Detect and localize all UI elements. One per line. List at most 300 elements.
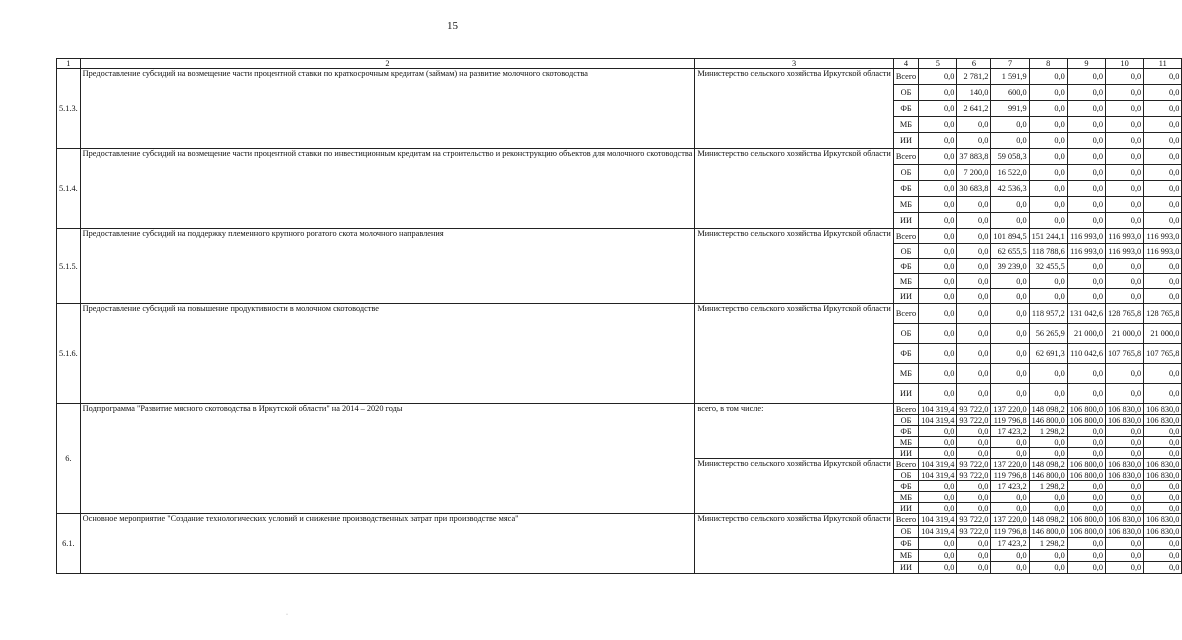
funding-source: МБ	[893, 197, 918, 213]
funding-source: ОБ	[893, 85, 918, 101]
amount-cell: 42 536,3	[991, 181, 1029, 197]
amount-cell: 106 800,0	[1067, 415, 1105, 426]
amount-cell: 0,0	[991, 274, 1029, 289]
amount-cell: 0,0	[1067, 133, 1105, 149]
amount-cell: 0,0	[919, 181, 957, 197]
amount-cell: 1 298,2	[1029, 426, 1067, 437]
funding-source: Всего	[893, 69, 918, 85]
table-body	[57, 59, 1182, 574]
amount-cell: 0,0	[1144, 562, 1182, 574]
amount-cell: 107 765,8	[1144, 344, 1182, 364]
funding-source: ФБ	[893, 481, 918, 492]
amount-cell: 0,0	[1105, 197, 1143, 213]
amount-cell: 0,0	[919, 448, 957, 459]
amount-cell: 106 830,0	[1144, 459, 1182, 470]
amount-cell: 119 796,8	[991, 415, 1029, 426]
amount-cell: 146 800,0	[1029, 470, 1067, 481]
amount-cell: 0,0	[919, 117, 957, 133]
section-name: Предоставление субсидий на поддержку племенного крупного рогатого скота молочного направления	[80, 229, 695, 304]
amount-cell: 0,0	[1105, 274, 1143, 289]
amount-cell: 0,0	[1144, 364, 1182, 384]
amount-cell: 0,0	[1105, 85, 1143, 101]
amount-cell: 0,0	[1029, 149, 1067, 165]
amount-cell: 101 894,5	[991, 229, 1029, 244]
amount-cell: 0,0	[1067, 149, 1105, 165]
amount-cell: 0,0	[1029, 562, 1067, 574]
amount-cell: 116 993,0	[1105, 229, 1143, 244]
amount-cell: 0,0	[991, 384, 1029, 404]
amount-cell: 0,0	[1067, 181, 1105, 197]
executor-cell: всего, в том числе:	[695, 404, 894, 459]
amount-cell: 0,0	[1144, 503, 1182, 514]
amount-cell: 0,0	[1144, 259, 1182, 274]
amount-cell: 0,0	[1029, 384, 1067, 404]
section-name: Предоставление субсидий на возмещение части процентной ставки по инвестиционным кредитам на строительство и реконструкцию объектов для молочного скотоводства	[80, 149, 695, 229]
amount-cell: 148 098,2	[1029, 514, 1067, 526]
amount-cell: 0,0	[991, 289, 1029, 304]
amount-cell: 137 220,0	[991, 459, 1029, 470]
amount-cell: 0,0	[1144, 117, 1182, 133]
page-number: 15	[447, 20, 458, 32]
executor-cell: Министерство сельского хозяйства Иркутской области	[695, 514, 894, 574]
amount-cell: 0,0	[1105, 448, 1143, 459]
amount-cell: 0,0	[957, 538, 991, 550]
amount-cell: 0,0	[957, 197, 991, 213]
amount-cell: 0,0	[957, 364, 991, 384]
amount-cell: 21 000,0	[1144, 324, 1182, 344]
amount-cell: 0,0	[1144, 550, 1182, 562]
amount-cell: 0,0	[1067, 448, 1105, 459]
column-number-row	[57, 59, 1182, 69]
amount-cell: 0,0	[919, 165, 957, 181]
amount-cell: 0,0	[957, 289, 991, 304]
amount-cell: 0,0	[957, 117, 991, 133]
funding-source: ИИ	[893, 133, 918, 149]
amount-cell: 0,0	[957, 550, 991, 562]
amount-cell: 17 423,2	[991, 538, 1029, 550]
amount-cell: 0,0	[1029, 492, 1067, 503]
amount-cell: 146 800,0	[1029, 415, 1067, 426]
funding-source: ИИ	[893, 289, 918, 304]
funding-source: МБ	[893, 117, 918, 133]
executor-cell: Министерство сельского хозяйства Иркутской области	[695, 69, 894, 149]
amount-cell: 104 319,4	[919, 514, 957, 526]
scan-mark: ·	[286, 612, 288, 618]
amount-cell: 106 830,0	[1105, 526, 1143, 538]
amount-cell: 0,0	[919, 244, 957, 259]
amount-cell: 0,0	[1144, 274, 1182, 289]
amount-cell: 16 522,0	[991, 165, 1029, 181]
amount-cell: 0,0	[1029, 503, 1067, 514]
amount-cell: 106 800,0	[1067, 404, 1105, 415]
amount-cell: 0,0	[1105, 384, 1143, 404]
funding-source: МБ	[893, 550, 918, 562]
amount-cell: 110 042,6	[1067, 344, 1105, 364]
amount-cell: 0,0	[1067, 117, 1105, 133]
section-code: 5.1.3.	[57, 69, 81, 149]
funding-source: Всего	[893, 404, 918, 415]
column-number: 8	[1029, 59, 1067, 69]
amount-cell: 0,0	[919, 229, 957, 244]
funding-source: ФБ	[893, 538, 918, 550]
amount-cell: 93 722,0	[957, 470, 991, 481]
amount-cell: 37 883,8	[957, 149, 991, 165]
amount-cell: 0,0	[1144, 181, 1182, 197]
amount-cell: 119 796,8	[991, 470, 1029, 481]
funding-source: ОБ	[893, 470, 918, 481]
funding-source: ФБ	[893, 181, 918, 197]
amount-cell: 1 298,2	[1029, 481, 1067, 492]
amount-cell: 0,0	[1029, 274, 1067, 289]
amount-cell: 0,0	[919, 437, 957, 448]
executor-cell: Министерство сельского хозяйства Иркутской области	[695, 304, 894, 404]
amount-cell: 0,0	[991, 133, 1029, 149]
amount-cell: 106 800,0	[1067, 514, 1105, 526]
amount-cell: 0,0	[919, 562, 957, 574]
amount-cell: 0,0	[991, 492, 1029, 503]
table-row	[57, 304, 1182, 324]
executor-cell: Министерство сельского хозяйства Иркутской области	[695, 149, 894, 229]
amount-cell: 104 319,4	[919, 404, 957, 415]
amount-cell: 0,0	[1144, 101, 1182, 117]
amount-cell: 146 800,0	[1029, 526, 1067, 538]
amount-cell: 0,0	[991, 503, 1029, 514]
amount-cell: 106 830,0	[1105, 404, 1143, 415]
amount-cell: 0,0	[1144, 133, 1182, 149]
amount-cell: 0,0	[1067, 426, 1105, 437]
amount-cell: 0,0	[991, 344, 1029, 364]
section-name: Подпрограмма "Развитие мясного скотоводства в Иркутской области" на 2014 – 2020 годы	[80, 404, 695, 514]
table-row	[57, 404, 1182, 415]
amount-cell: 0,0	[1105, 101, 1143, 117]
funding-source: МБ	[893, 274, 918, 289]
amount-cell: 106 830,0	[1105, 459, 1143, 470]
amount-cell: 148 098,2	[1029, 459, 1067, 470]
funding-source: ФБ	[893, 101, 918, 117]
amount-cell: 1 591,9	[991, 69, 1029, 85]
amount-cell: 0,0	[1144, 437, 1182, 448]
amount-cell: 0,0	[919, 149, 957, 165]
amount-cell: 0,0	[1144, 213, 1182, 229]
table-row	[57, 229, 1182, 244]
amount-cell: 0,0	[1067, 364, 1105, 384]
column-number: 7	[991, 59, 1029, 69]
amount-cell: 0,0	[957, 426, 991, 437]
amount-cell: 119 796,8	[991, 526, 1029, 538]
funding-source: МБ	[893, 364, 918, 384]
amount-cell: 0,0	[957, 274, 991, 289]
amount-cell: 2 641,2	[957, 101, 991, 117]
amount-cell: 0,0	[957, 503, 991, 514]
amount-cell: 0,0	[1029, 289, 1067, 304]
amount-cell: 0,0	[1067, 289, 1105, 304]
amount-cell: 104 319,4	[919, 459, 957, 470]
amount-cell: 106 830,0	[1105, 415, 1143, 426]
amount-cell: 0,0	[957, 437, 991, 448]
amount-cell: 0,0	[1067, 274, 1105, 289]
amount-cell: 0,0	[1144, 426, 1182, 437]
amount-cell: 137 220,0	[991, 514, 1029, 526]
amount-cell: 0,0	[1067, 481, 1105, 492]
amount-cell: 0,0	[957, 384, 991, 404]
amount-cell: 0,0	[957, 448, 991, 459]
amount-cell: 0,0	[1067, 503, 1105, 514]
amount-cell: 116 993,0	[1144, 244, 1182, 259]
amount-cell: 106 800,0	[1067, 470, 1105, 481]
amount-cell: 0,0	[957, 213, 991, 229]
funding-source: ОБ	[893, 244, 918, 259]
amount-cell: 106 830,0	[1144, 415, 1182, 426]
amount-cell: 0,0	[991, 197, 1029, 213]
amount-cell: 0,0	[919, 304, 957, 324]
amount-cell: 0,0	[1144, 85, 1182, 101]
amount-cell: 0,0	[1105, 213, 1143, 229]
amount-cell: 0,0	[1067, 101, 1105, 117]
amount-cell: 0,0	[1105, 562, 1143, 574]
amount-cell: 0,0	[1144, 538, 1182, 550]
funding-source: ФБ	[893, 259, 918, 274]
amount-cell: 21 000,0	[1105, 324, 1143, 344]
funding-source: Всего	[893, 149, 918, 165]
amount-cell: 131 042,6	[1067, 304, 1105, 324]
amount-cell: 0,0	[1067, 213, 1105, 229]
amount-cell: 116 993,0	[1105, 244, 1143, 259]
amount-cell: 0,0	[1105, 437, 1143, 448]
amount-cell: 106 830,0	[1144, 470, 1182, 481]
funding-source: ОБ	[893, 324, 918, 344]
amount-cell: 17 423,2	[991, 426, 1029, 437]
amount-cell: 0,0	[991, 448, 1029, 459]
section-code: 5.1.6.	[57, 304, 81, 404]
section-name: Предоставление субсидий на возмещение части процентной ставки по краткосрочным кредитам (займам) на развитие молочного скотоводства	[80, 69, 695, 149]
amount-cell: 0,0	[1144, 384, 1182, 404]
amount-cell: 93 722,0	[957, 514, 991, 526]
amount-cell: 0,0	[957, 324, 991, 344]
amount-cell: 17 423,2	[991, 481, 1029, 492]
amount-cell: 0,0	[1144, 149, 1182, 165]
amount-cell: 0,0	[1029, 437, 1067, 448]
funding-source: ФБ	[893, 344, 918, 364]
amount-cell: 0,0	[1144, 448, 1182, 459]
amount-cell: 0,0	[1105, 165, 1143, 181]
amount-cell: 0,0	[957, 492, 991, 503]
amount-cell: 0,0	[1067, 197, 1105, 213]
amount-cell: 104 319,4	[919, 470, 957, 481]
amount-cell: 0,0	[1105, 492, 1143, 503]
amount-cell: 0,0	[991, 364, 1029, 384]
amount-cell: 116 993,0	[1067, 244, 1105, 259]
amount-cell: 0,0	[1067, 492, 1105, 503]
column-number: 10	[1105, 59, 1143, 69]
column-number: 11	[1144, 59, 1182, 69]
amount-cell: 0,0	[957, 259, 991, 274]
funding-source: Всего	[893, 229, 918, 244]
section-code: 5.1.4.	[57, 149, 81, 229]
amount-cell: 21 000,0	[1067, 324, 1105, 344]
amount-cell: 0,0	[1029, 101, 1067, 117]
amount-cell: 7 200,0	[957, 165, 991, 181]
funding-source: МБ	[893, 492, 918, 503]
amount-cell: 0,0	[919, 481, 957, 492]
amount-cell: 0,0	[1105, 503, 1143, 514]
amount-cell: 0,0	[1029, 181, 1067, 197]
amount-cell: 140,0	[957, 85, 991, 101]
executor-cell: Министерство сельского хозяйства Иркутской области	[695, 229, 894, 304]
amount-cell: 0,0	[991, 117, 1029, 133]
amount-cell: 0,0	[1029, 197, 1067, 213]
amount-cell: 0,0	[991, 324, 1029, 344]
funding-source: Всего	[893, 514, 918, 526]
amount-cell: 93 722,0	[957, 404, 991, 415]
amount-cell: 148 098,2	[1029, 404, 1067, 415]
amount-cell: 128 765,8	[1105, 304, 1143, 324]
amount-cell: 0,0	[1067, 562, 1105, 574]
amount-cell: 0,0	[1144, 289, 1182, 304]
amount-cell: 600,0	[991, 85, 1029, 101]
amount-cell: 0,0	[1067, 437, 1105, 448]
amount-cell: 0,0	[957, 229, 991, 244]
amount-cell: 0,0	[991, 213, 1029, 229]
amount-cell: 0,0	[919, 69, 957, 85]
section-code: 6.1.	[57, 514, 81, 574]
table-row	[57, 514, 1182, 526]
column-number: 4	[893, 59, 918, 69]
amount-cell: 62 691,3	[1029, 344, 1067, 364]
amount-cell: 0,0	[957, 304, 991, 324]
amount-cell: 0,0	[1029, 364, 1067, 384]
amount-cell: 32 455,5	[1029, 259, 1067, 274]
amount-cell: 0,0	[1144, 165, 1182, 181]
funding-source: ИИ	[893, 503, 918, 514]
amount-cell: 0,0	[919, 85, 957, 101]
amount-cell: 0,0	[1067, 69, 1105, 85]
funding-source: ФБ	[893, 426, 918, 437]
amount-cell: 0,0	[1029, 165, 1067, 181]
amount-cell: 0,0	[1067, 85, 1105, 101]
amount-cell: 151 244,1	[1029, 229, 1067, 244]
amount-cell: 0,0	[1067, 550, 1105, 562]
amount-cell: 106 830,0	[1105, 470, 1143, 481]
amount-cell: 0,0	[919, 133, 957, 149]
amount-cell: 0,0	[1105, 149, 1143, 165]
column-number: 2	[80, 59, 695, 69]
amount-cell: 59 058,3	[991, 149, 1029, 165]
amount-cell: 0,0	[1029, 133, 1067, 149]
amount-cell: 106 830,0	[1144, 514, 1182, 526]
amount-cell: 0,0	[919, 259, 957, 274]
funding-source: ИИ	[893, 448, 918, 459]
amount-cell: 0,0	[1029, 69, 1067, 85]
table-row	[57, 69, 1182, 85]
amount-cell: 106 800,0	[1067, 459, 1105, 470]
amount-cell: 0,0	[919, 101, 957, 117]
amount-cell: 0,0	[919, 426, 957, 437]
amount-cell: 0,0	[919, 364, 957, 384]
amount-cell: 137 220,0	[991, 404, 1029, 415]
amount-cell: 118 957,2	[1029, 304, 1067, 324]
amount-cell: 0,0	[991, 562, 1029, 574]
funding-source: ИИ	[893, 384, 918, 404]
funding-source: МБ	[893, 437, 918, 448]
amount-cell: 0,0	[957, 481, 991, 492]
amount-cell: 0,0	[1105, 550, 1143, 562]
amount-cell: 0,0	[1105, 133, 1143, 149]
funding-source: ОБ	[893, 165, 918, 181]
amount-cell: 0,0	[1144, 492, 1182, 503]
amount-cell: 0,0	[991, 550, 1029, 562]
amount-cell: 56 265,9	[1029, 324, 1067, 344]
amount-cell: 0,0	[957, 344, 991, 364]
amount-cell: 0,0	[957, 562, 991, 574]
funding-source: ОБ	[893, 415, 918, 426]
amount-cell: 0,0	[1067, 165, 1105, 181]
section-code: 5.1.5.	[57, 229, 81, 304]
column-number: 3	[695, 59, 894, 69]
amount-cell: 991,9	[991, 101, 1029, 117]
section-code: 6.	[57, 404, 81, 514]
amount-cell: 0,0	[1105, 259, 1143, 274]
amount-cell: 104 319,4	[919, 526, 957, 538]
amount-cell: 0,0	[919, 550, 957, 562]
section-name: Предоставление субсидий на повышение продуктивности в молочном скотоводстве	[80, 304, 695, 404]
amount-cell: 0,0	[1105, 426, 1143, 437]
amount-cell: 0,0	[919, 538, 957, 550]
funding-source: ОБ	[893, 526, 918, 538]
amount-cell: 0,0	[1144, 197, 1182, 213]
amount-cell: 93 722,0	[957, 415, 991, 426]
amount-cell: 106 800,0	[1067, 526, 1105, 538]
amount-cell: 0,0	[1144, 481, 1182, 492]
amount-cell: 0,0	[1029, 448, 1067, 459]
executor-cell: Министерство сельского хозяйства Иркутской области	[695, 459, 894, 514]
amount-cell: 0,0	[1067, 538, 1105, 550]
amount-cell: 128 765,8	[1144, 304, 1182, 324]
amount-cell: 0,0	[919, 213, 957, 229]
amount-cell: 0,0	[1029, 213, 1067, 229]
amount-cell: 0,0	[1105, 117, 1143, 133]
amount-cell: 0,0	[919, 344, 957, 364]
amount-cell: 0,0	[1105, 69, 1143, 85]
amount-cell: 0,0	[1029, 550, 1067, 562]
amount-cell: 0,0	[1105, 289, 1143, 304]
column-number: 6	[957, 59, 991, 69]
amount-cell: 107 765,8	[1105, 344, 1143, 364]
amount-cell: 0,0	[957, 244, 991, 259]
amount-cell: 0,0	[919, 197, 957, 213]
amount-cell: 30 683,8	[957, 181, 991, 197]
funding-source: Всего	[893, 459, 918, 470]
amount-cell: 0,0	[991, 304, 1029, 324]
amount-cell: 0,0	[957, 133, 991, 149]
amount-cell: 0,0	[1029, 117, 1067, 133]
amount-cell: 0,0	[1067, 259, 1105, 274]
amount-cell: 0,0	[919, 324, 957, 344]
amount-cell: 0,0	[1067, 384, 1105, 404]
amount-cell: 116 993,0	[1067, 229, 1105, 244]
amount-cell: 106 830,0	[1144, 404, 1182, 415]
amount-cell: 0,0	[1105, 538, 1143, 550]
amount-cell: 104 319,4	[919, 415, 957, 426]
amount-cell: 0,0	[919, 503, 957, 514]
column-number: 1	[57, 59, 81, 69]
amount-cell: 0,0	[919, 274, 957, 289]
funding-source: Всего	[893, 304, 918, 324]
amount-cell: 0,0	[991, 437, 1029, 448]
budget-table	[56, 58, 1182, 574]
amount-cell: 0,0	[1144, 69, 1182, 85]
amount-cell: 62 655,5	[991, 244, 1029, 259]
amount-cell: 93 722,0	[957, 526, 991, 538]
